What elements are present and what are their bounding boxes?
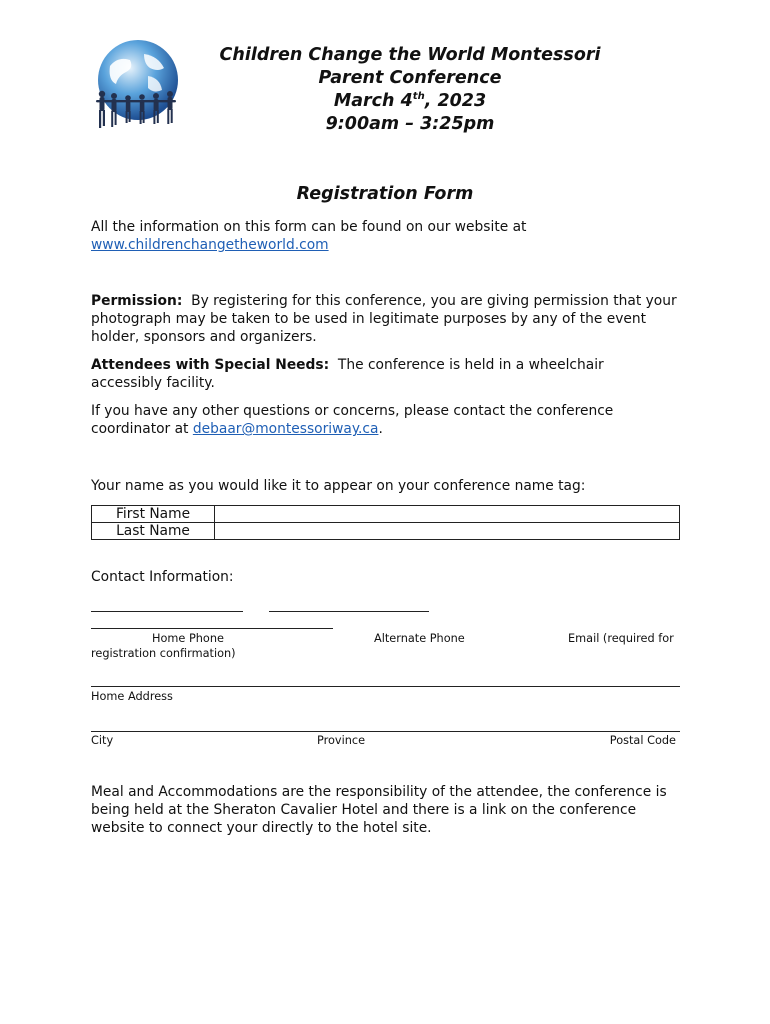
province-label: Province bbox=[317, 734, 366, 747]
email-line[interactable] bbox=[91, 628, 333, 629]
email-label: Email (required for bbox=[568, 632, 674, 645]
postal-code-label: Postal Code bbox=[609, 734, 676, 747]
school-name: Children Change the World Montessori bbox=[219, 45, 601, 65]
permission-text: By registering for this conference, you are giving permission that your photograph may be taken to be used in legitimate purposes by any of the event holder, sponsors and organizers. bbox=[91, 293, 677, 346]
city-province-postal-line[interactable] bbox=[91, 731, 680, 732]
alternate-phone-label: Alternate Phone bbox=[374, 632, 465, 645]
conference-header bbox=[190, 44, 630, 136]
permission-paragraph bbox=[91, 292, 691, 347]
website-link[interactable]: www.childrenchangetheworld.com bbox=[91, 237, 329, 254]
event-name: Parent Conference bbox=[318, 68, 502, 88]
event-date-year: , 2023 bbox=[424, 91, 487, 111]
questions-text: If you have any other questions or concerns, please contact the conference coordinator at bbox=[91, 403, 614, 438]
permission-label: Permission: bbox=[91, 293, 183, 309]
special-needs-paragraph bbox=[91, 356, 631, 392]
last-name-row bbox=[92, 523, 680, 540]
event-date-suffix: th bbox=[412, 91, 425, 103]
name-tag-table bbox=[91, 505, 680, 540]
home-address-line[interactable] bbox=[91, 686, 680, 687]
questions-paragraph bbox=[91, 402, 651, 438]
form-title: Registration Form bbox=[296, 184, 474, 204]
special-needs-text: The conference is held in a wheelchair accessibly facility. bbox=[91, 357, 604, 392]
name-tag-prompt: Your name as you would like it to appear on your conference name tag: bbox=[91, 478, 586, 494]
home-phone-line[interactable] bbox=[91, 611, 243, 612]
questions-end: . bbox=[378, 421, 383, 438]
last-name-field[interactable] bbox=[215, 523, 680, 540]
globe-children-logo bbox=[88, 36, 184, 140]
coordinator-email-link[interactable]: debaar@montessoriway.ca bbox=[192, 421, 379, 438]
first-name-label: First Name bbox=[92, 506, 215, 523]
intro-paragraph bbox=[91, 218, 691, 254]
alternate-phone-line[interactable] bbox=[269, 611, 429, 612]
first-name-row bbox=[92, 506, 680, 523]
contact-heading: Contact Information: bbox=[91, 569, 234, 585]
accommodations-paragraph: Meal and Accommodations are the responsibility of the attendee, the conference is being held at the Sheraton Cavalier Hotel and there is a link on the conference website to connect your directly to the hotel site. bbox=[91, 784, 667, 837]
first-name-field[interactable] bbox=[215, 506, 680, 523]
event-date-day: March 4 bbox=[333, 91, 413, 111]
home-phone-label: Home Phone bbox=[152, 632, 224, 645]
email-label-continued: registration confirmation) bbox=[91, 647, 236, 660]
intro-text: All the information on this form can be found on our website at bbox=[91, 219, 527, 235]
special-needs-label: Attendees with Special Needs: bbox=[91, 357, 330, 373]
last-name-label: Last Name bbox=[92, 523, 215, 540]
event-time: 9:00am – 3:25pm bbox=[325, 114, 495, 134]
city-label: City bbox=[91, 734, 114, 747]
event-date bbox=[190, 90, 630, 113]
home-address-label: Home Address bbox=[91, 690, 173, 703]
